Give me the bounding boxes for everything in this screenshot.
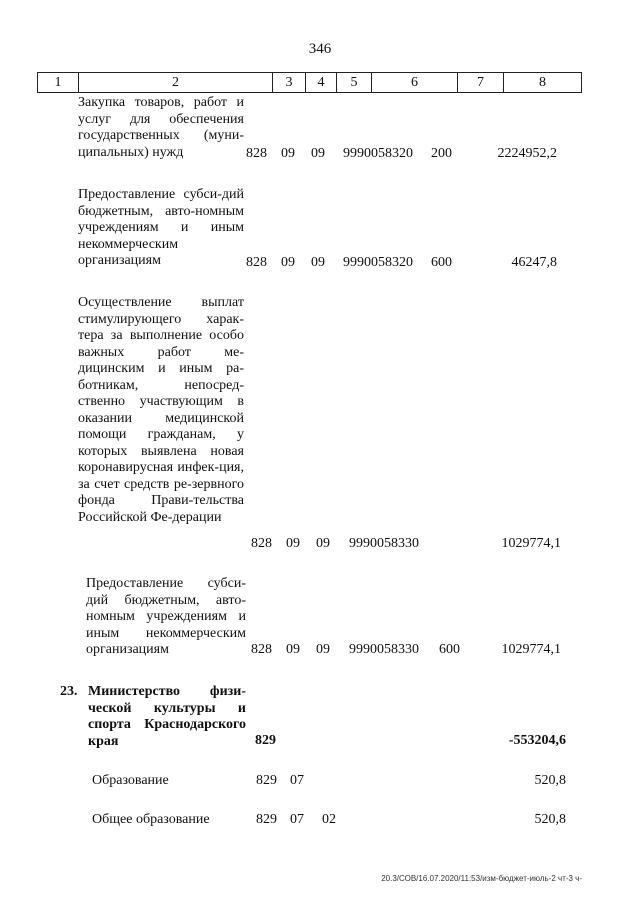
row-description: Общее образование [92, 812, 210, 827]
row-col-3: 829 [256, 812, 277, 827]
row-col-4: 09 [281, 146, 295, 161]
row-col-5: 09 [311, 146, 325, 161]
row-col-8: 46247,8 [511, 255, 557, 270]
row-col-8: -553204,6 [508, 733, 566, 748]
row-col-5: 09 [316, 642, 330, 657]
header-col-4: 4 [306, 73, 337, 92]
row-col-8: 2224952,2 [497, 146, 557, 161]
row-col-7: 600 [431, 255, 452, 270]
header-col-3: 3 [273, 73, 306, 92]
row-col-5: 09 [316, 536, 330, 551]
row-description: Образование [92, 773, 169, 788]
row-col-4: 09 [286, 536, 300, 551]
row-col-5: 02 [322, 812, 336, 827]
row-description: Предоставление субси-дий бюджетным, авто-номным учреждениям и иным некоммерческим организациям [86, 576, 246, 657]
row-col-3: 828 [246, 146, 267, 161]
row-col-6: 9990058320 [343, 255, 413, 270]
header-col-7: 7 [458, 73, 504, 92]
row-col-3: 828 [251, 536, 272, 551]
row-col-4: 09 [286, 642, 300, 657]
header-col-1: 1 [38, 73, 79, 92]
row-col-4: 07 [290, 812, 304, 827]
row-description: Закупка товаров, работ и услуг для обеспечения государственных (муни-ципальных) нужд [78, 95, 244, 160]
row-col-4: 09 [281, 255, 295, 270]
row-col-3: 828 [251, 642, 272, 657]
row-col-3: 829 [255, 733, 276, 748]
row-col-8: 1029774,1 [501, 536, 561, 551]
table-header [37, 72, 582, 93]
footer-stamp: 20.3/СОВ/16.07.2020/11:53/изм-бюджет-июль-2 чт-3 ч- [381, 874, 582, 883]
row-description: Осуществление выплат стимулирующего харак-тера за выполнение особо важных работ ме-дицинским и иным ра-ботникам, непосред-ственно участвующим в оказании медицинской помощи гражданам, у которых выявлена новая коронавирусная инфек-ция, за счет средств ре-зервного фонда Прави-тельства Российской Фе-дерации [78, 295, 244, 525]
row-col-8: 520,8 [534, 812, 566, 827]
row-number: 23. [60, 684, 78, 699]
header-col-8: 8 [539, 75, 546, 90]
row-col-7: 200 [431, 146, 452, 161]
header-col-6: 6 [372, 73, 458, 92]
row-description: Предоставление субси-дий бюджетным, авто-номным учреждениям и иным некоммерческим организациям [78, 187, 244, 268]
row-col-6: 9990058330 [349, 642, 419, 657]
row-col-3: 829 [256, 773, 277, 788]
header-col-5: 5 [337, 73, 372, 92]
row-col-3: 828 [246, 255, 267, 270]
page-number: 346 [308, 41, 332, 57]
row-col-4: 07 [290, 773, 304, 788]
row-col-8: 1029774,1 [501, 642, 561, 657]
header-col-2: 2 [79, 73, 273, 92]
row-col-6: 9990058320 [343, 146, 413, 161]
row-col-7: 600 [439, 642, 460, 657]
row-col-8: 520,8 [534, 773, 566, 788]
row-description: Министерство физи-ческой культуры и спорта Краснодарского края [88, 684, 246, 749]
row-col-5: 09 [311, 255, 325, 270]
row-col-6: 9990058330 [349, 536, 419, 551]
